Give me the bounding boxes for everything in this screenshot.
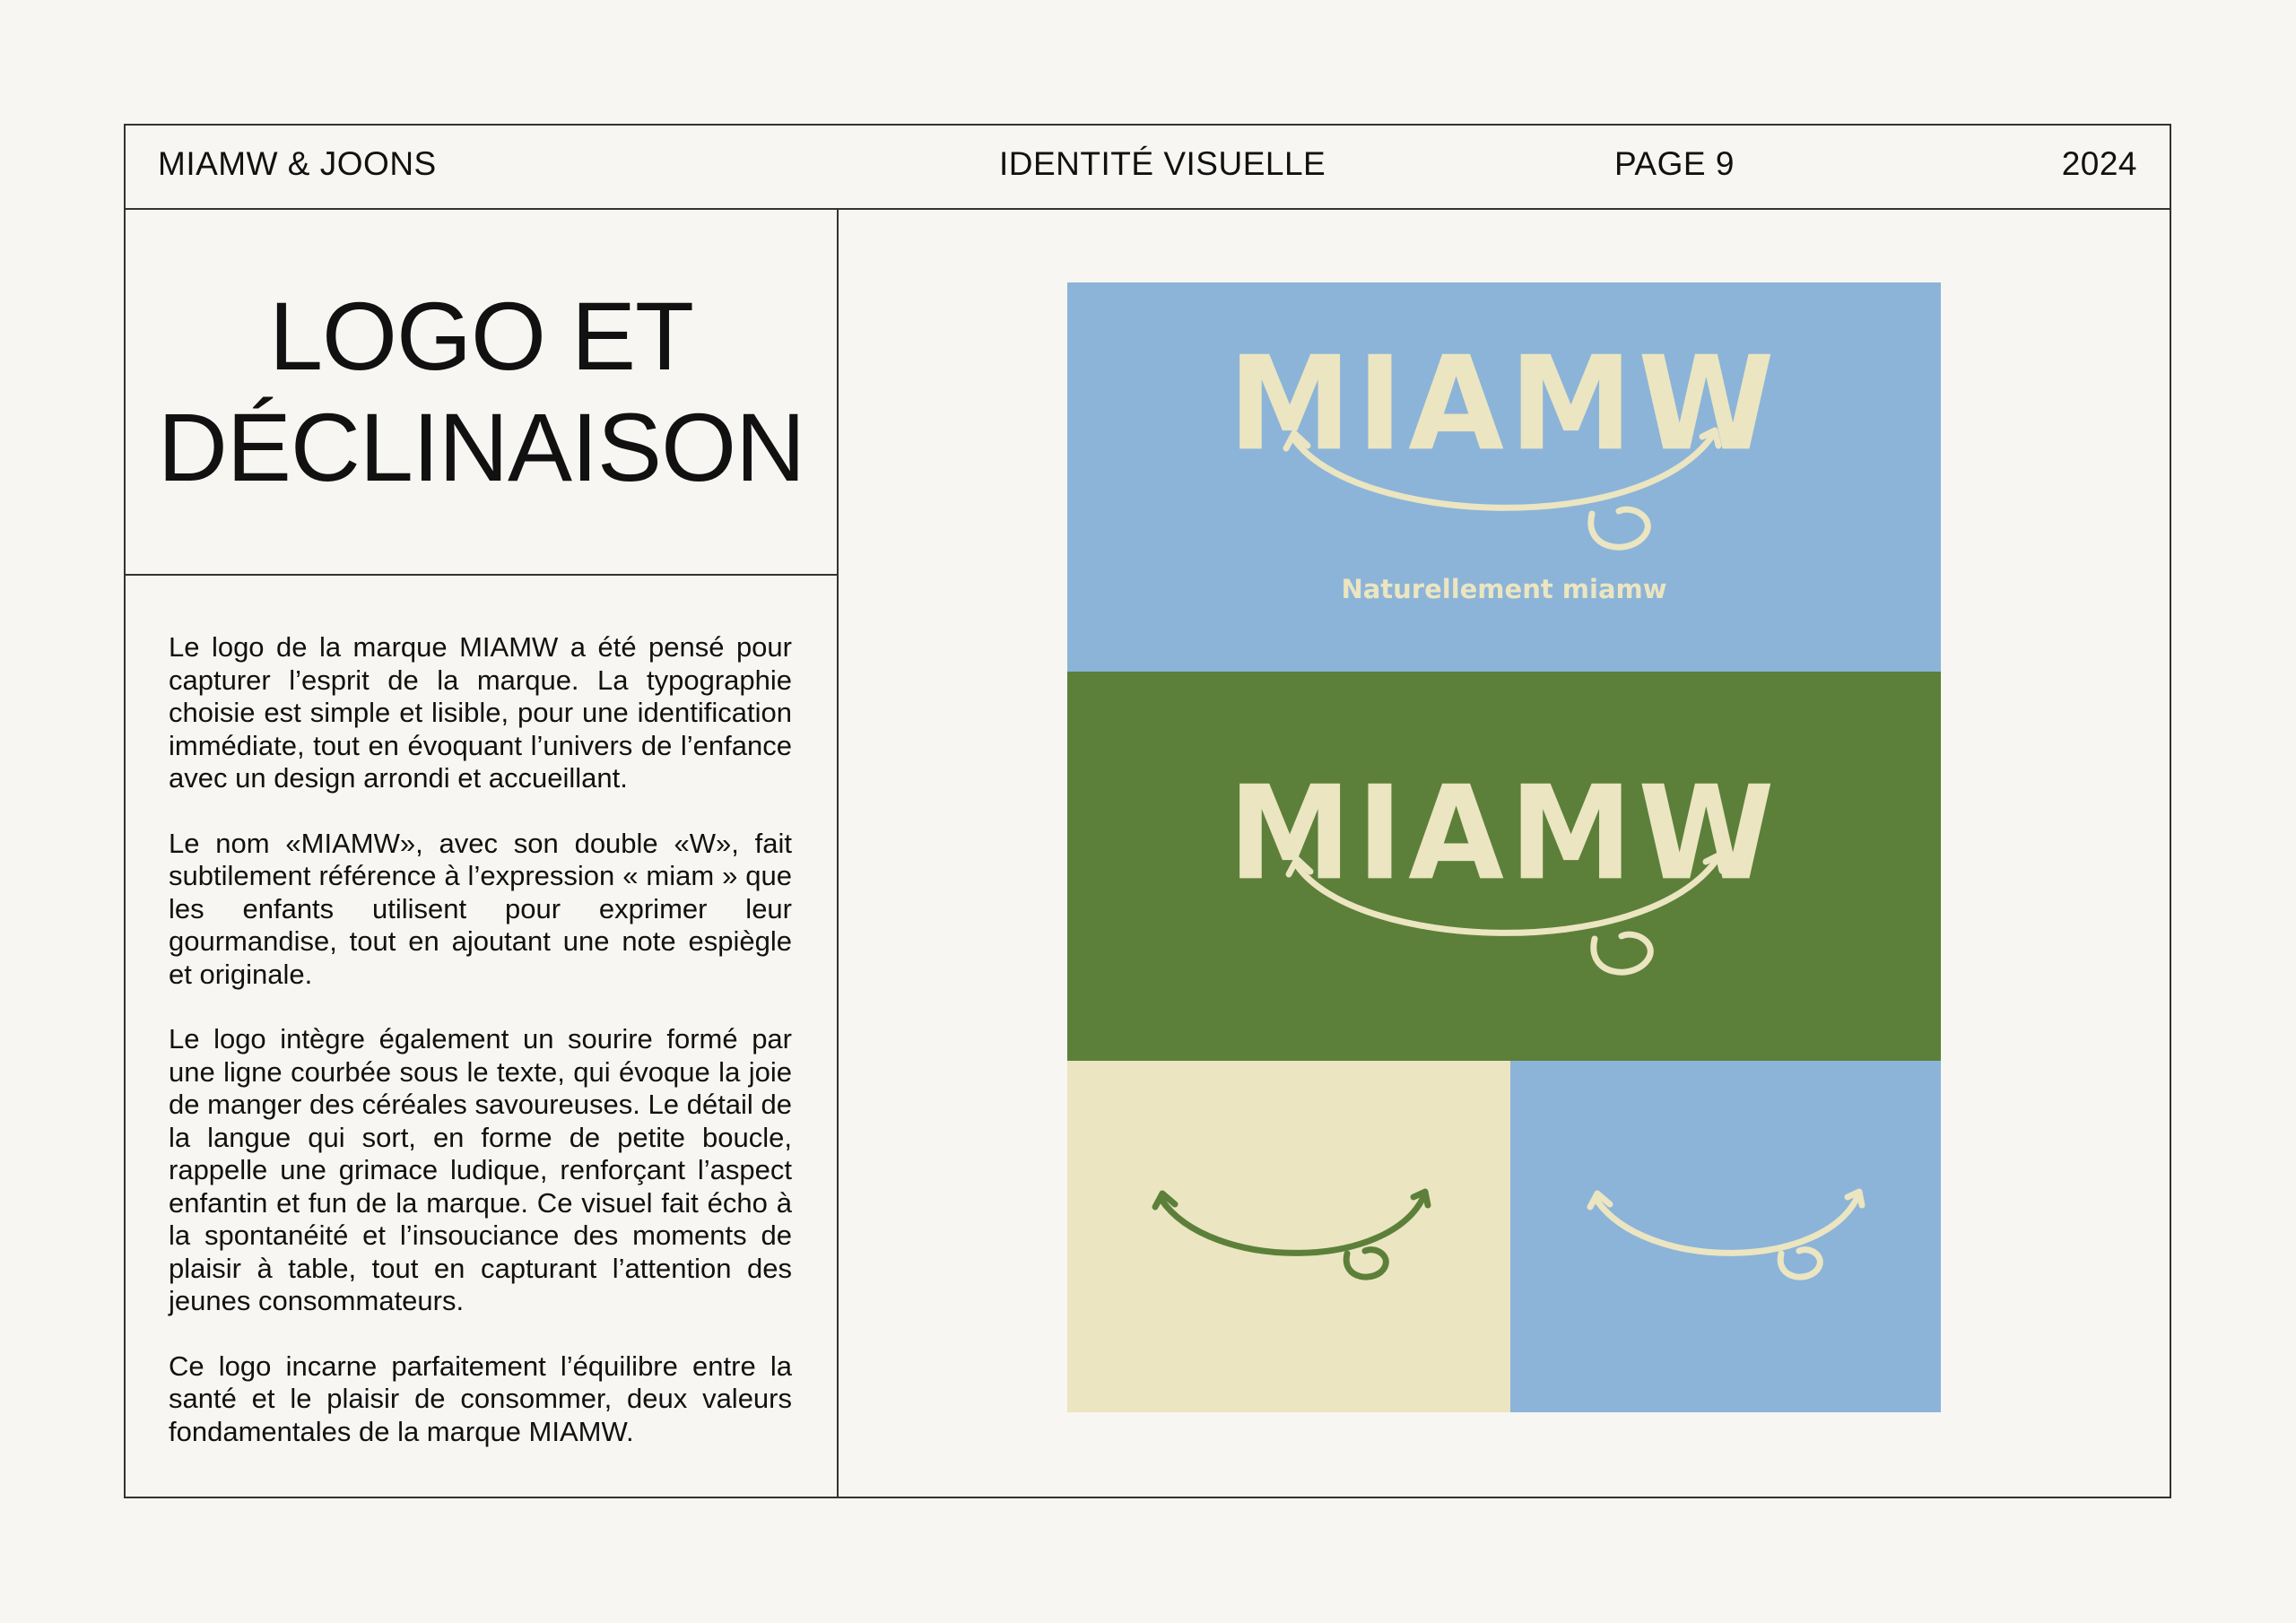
logo-variations <box>1067 282 1941 1412</box>
paragraph: Ce logo incarne parfaitement l’équilibre entre la santé et le plaisir de consommer, deux valeurs fondamentales de la marque MIAMW. <box>169 1350 792 1447</box>
header-brand: MIAMW & JOONS <box>158 145 437 182</box>
logo-wordmark: MIAMW <box>1228 757 1780 910</box>
header-page-number: PAGE 9 <box>1614 145 1735 182</box>
smile-icon <box>1067 1061 1510 1412</box>
title-box <box>126 210 837 576</box>
left-column <box>126 210 839 1497</box>
logo-panel-cream-smile <box>1067 1061 1510 1412</box>
paragraph: Le nom «MIAMW», avec son double «W», fait subtilement référence à l’expression « miam » que les enfants utilisent pour exprimer leur gourmandise, tout en ajoutant une note espiègle et originale. <box>169 827 792 990</box>
smile-icon <box>1067 672 1941 1061</box>
header-year: 2024 <box>2061 145 2137 182</box>
smile-icon <box>1510 1061 1941 1412</box>
smile-icon <box>1067 282 1941 672</box>
page-title: LOGO ET DÉCLINAISON <box>157 282 805 501</box>
paragraph: Le logo intègre également un sourire formé par une ligne courbée sous le texte, qui évoque la joie de manger des céréales savoureuses. Le détail de la langue qui sort, en forme de petite boucle, rappelle une grimace ludique, renforçant l’aspect enfantin et fun de la marque. Ce visuel fait écho à la spontanéité et l’insouciance des moments de plaisir à table, tout en capturant l’attention des jeunes consommateurs. <box>169 1023 792 1316</box>
logo-wordmark: MIAMW <box>1228 327 1780 481</box>
logo-tagline: Naturellement miamw <box>1341 574 1667 604</box>
logo-panel-blue-smile <box>1510 1061 1941 1412</box>
header-section: IDENTITÉ VISUELLE <box>999 145 1326 182</box>
page-header <box>126 126 2170 210</box>
logo-panel-green <box>1067 672 1941 1061</box>
body-text <box>169 631 792 1480</box>
paragraph: Le logo de la marque MIAMW a été pensé pour capturer l’esprit de la marque. La typographie choisie est simple et lisible, pour une identification immédiate, tout en évoquant l’univers de l’enfance avec un design arrondi et accueillant. <box>169 631 792 794</box>
logo-panel-blue-full <box>1067 282 1941 672</box>
